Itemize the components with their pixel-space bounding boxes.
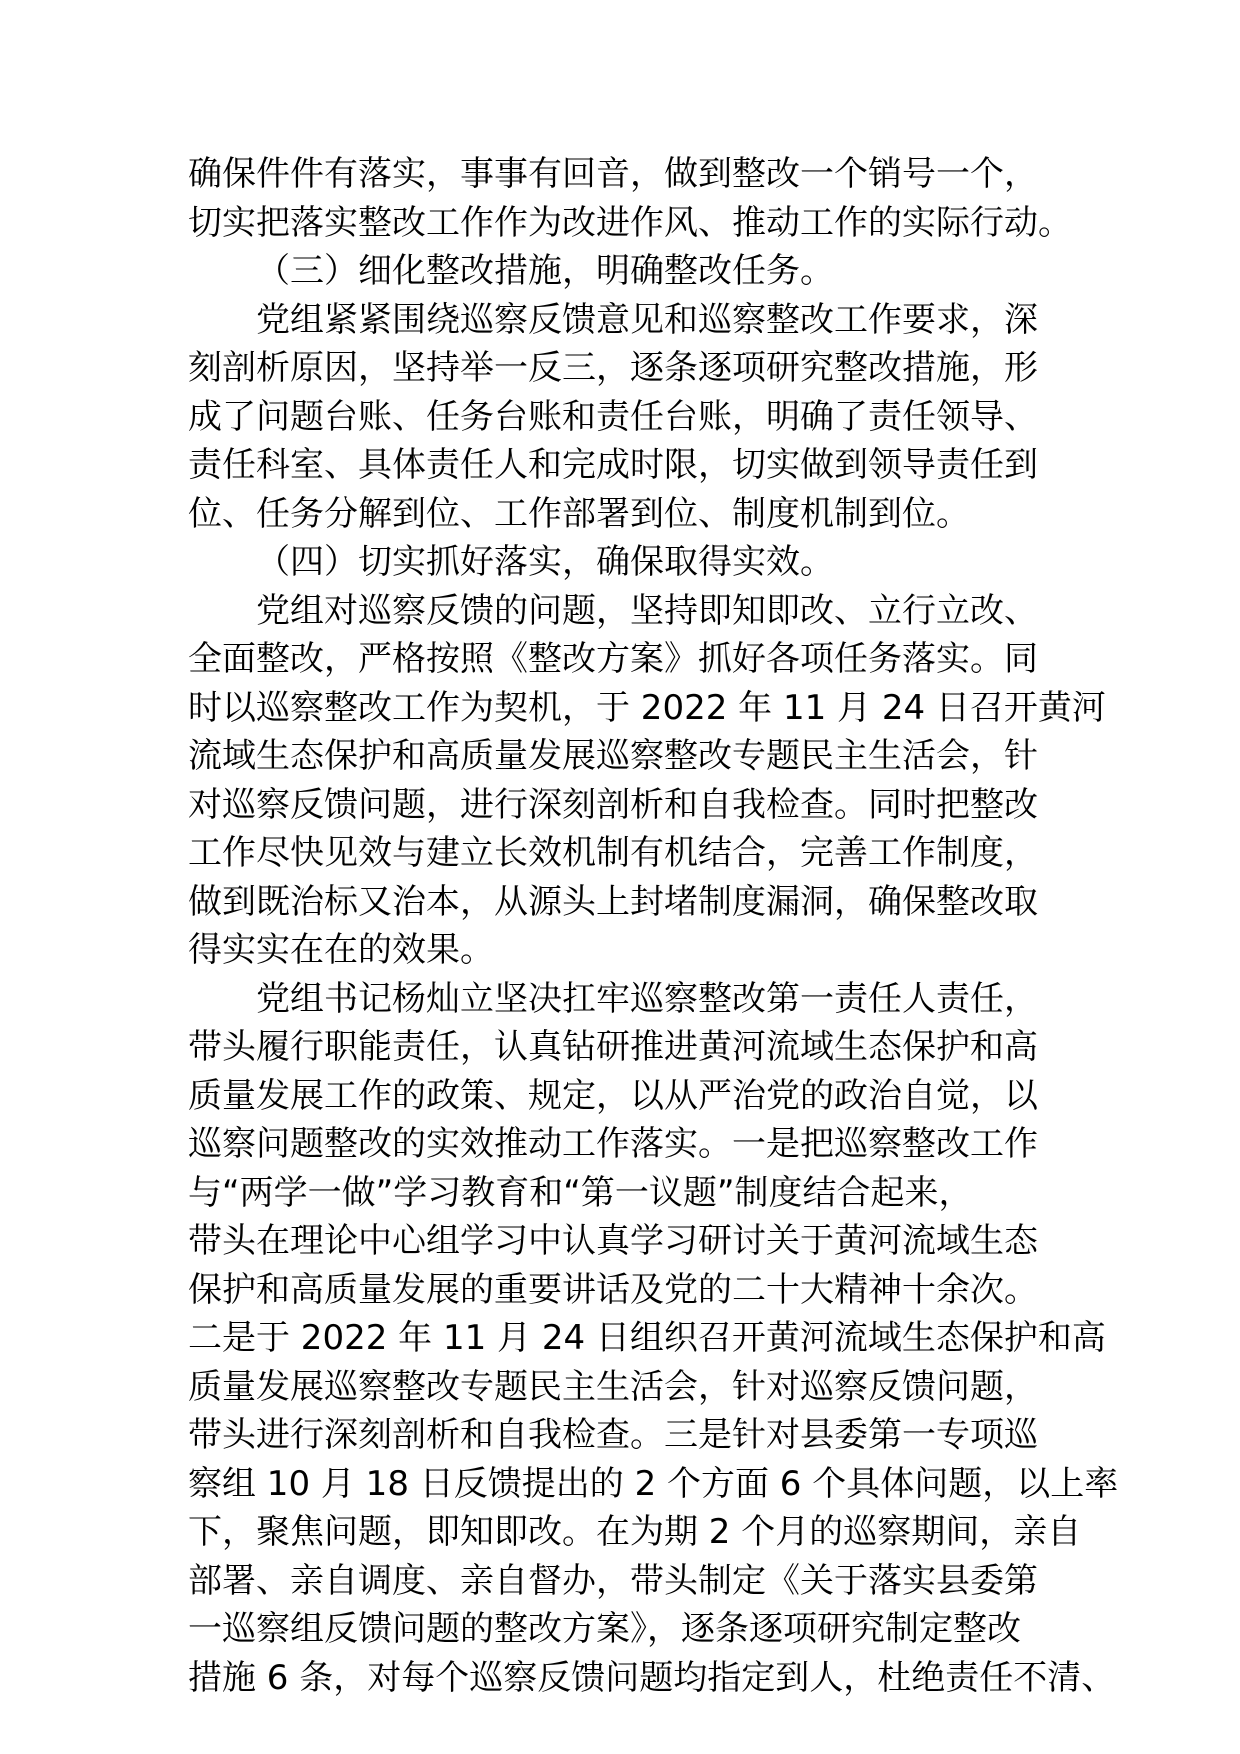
text-line: 工作尽快见效与建立长效机制有机结合，完善工作制度， (188, 833, 1038, 873)
text-line: 二是于 2022 年 11 月 24 日组织召开黄河流域生态保护和高 (188, 1318, 1106, 1358)
paragraph-start: 党组书记杨灿立坚决扛牢巡察整改第一责任人责任， (256, 978, 1038, 1019)
text-line: 措施 6 条，对每个巡察反馈问题均指定到人，杜绝责任不清、 (188, 1657, 1116, 1698)
paragraph-start: 党组对巡察反馈的问题，坚持即知即改、立行立改、 (256, 590, 1038, 631)
text-line: 巡察问题整改的实效推动工作落实。一是把巡察整改工作 (188, 1124, 1038, 1164)
text-line: 位、任务分解到位、工作部署到位、制度机制到位。 (188, 493, 970, 534)
text-line: 质量发展巡察整改专题民主生活会，针对巡察反馈问题， (188, 1366, 1038, 1407)
body-text (188, 150, 1119, 1702)
text-line: 对巡察反馈问题，进行深刻剖析和自我检查。同时把整改 (188, 784, 1038, 825)
text-line: 做到既治标又治本，从源头上封堵制度漏洞，确保整改取 (188, 881, 1038, 922)
text-line: 确保件件有落实，事事有回音，做到整改一个销号一个， (188, 154, 1038, 194)
text-line: 成了问题台账、任务台账和责任台账，明确了责任领导、 (188, 396, 1038, 437)
text-line: 带头进行深刻剖析和自我检查。三是针对县委第一专项巡 (188, 1415, 1038, 1455)
text-line: 质量发展工作的政策、规定，以从严治党的政治自觉，以 (188, 1075, 1038, 1116)
text-line: 带头在理论中心组学习中认真学习研讨关于黄河流域生态 (188, 1221, 1038, 1261)
text-line: 察组 10 月 18 日反馈提出的 2 个方面 6 个具体问题，以上率 (188, 1463, 1119, 1504)
text-line: 带头履行职能责任，认真钻研推进黄河流域生态保护和高 (188, 1027, 1038, 1067)
text-line: 保护和高质量发展的重要讲话及党的二十大精神十余次。 (188, 1269, 1038, 1310)
paragraph-start: 党组紧紧围绕巡察反馈意见和巡察整改工作要求，深 (256, 299, 1038, 340)
text-line: 全面整改，严格按照《整改方案》抓好各项任务落实。同 (188, 639, 1038, 679)
section-heading: （三）细化整改措施，明确整改任务。 (256, 251, 834, 291)
text-line: 刻剖析原因，坚持举一反三，逐条逐项研究整改措施，形 (188, 348, 1038, 388)
text-line: 部署、亲自调度、亲自督办，带头制定《关于落实县委第 (188, 1560, 1038, 1601)
text-line: 时以巡察整改工作为契机，于 2022 年 11 月 24 日召开黄河 (188, 687, 1106, 728)
text-line: 流域生态保护和高质量发展巡察整改专题民主生活会，针 (188, 736, 1038, 776)
text-line: 下，聚焦问题，即知即改。在为期 2 个月的巡察期间，亲自 (188, 1512, 1082, 1552)
text-line: 得实实在在的效果。 (188, 930, 494, 970)
text-line: 责任科室、具体责任人和完成时限，切实做到领导责任到 (188, 445, 1038, 485)
text-line: 切实把落实整改工作作为改进作风、推动工作的实际行动。 (188, 202, 1072, 243)
text-line: 与“两学一做”学习教育和“第一议题”制度结合起来， (188, 1172, 973, 1213)
text-line: 一巡察组反馈问题的整改方案》，逐条逐项研究制定整改 (188, 1609, 1021, 1649)
section-heading: （四）切实抓好落实，确保取得实效。 (256, 542, 834, 582)
